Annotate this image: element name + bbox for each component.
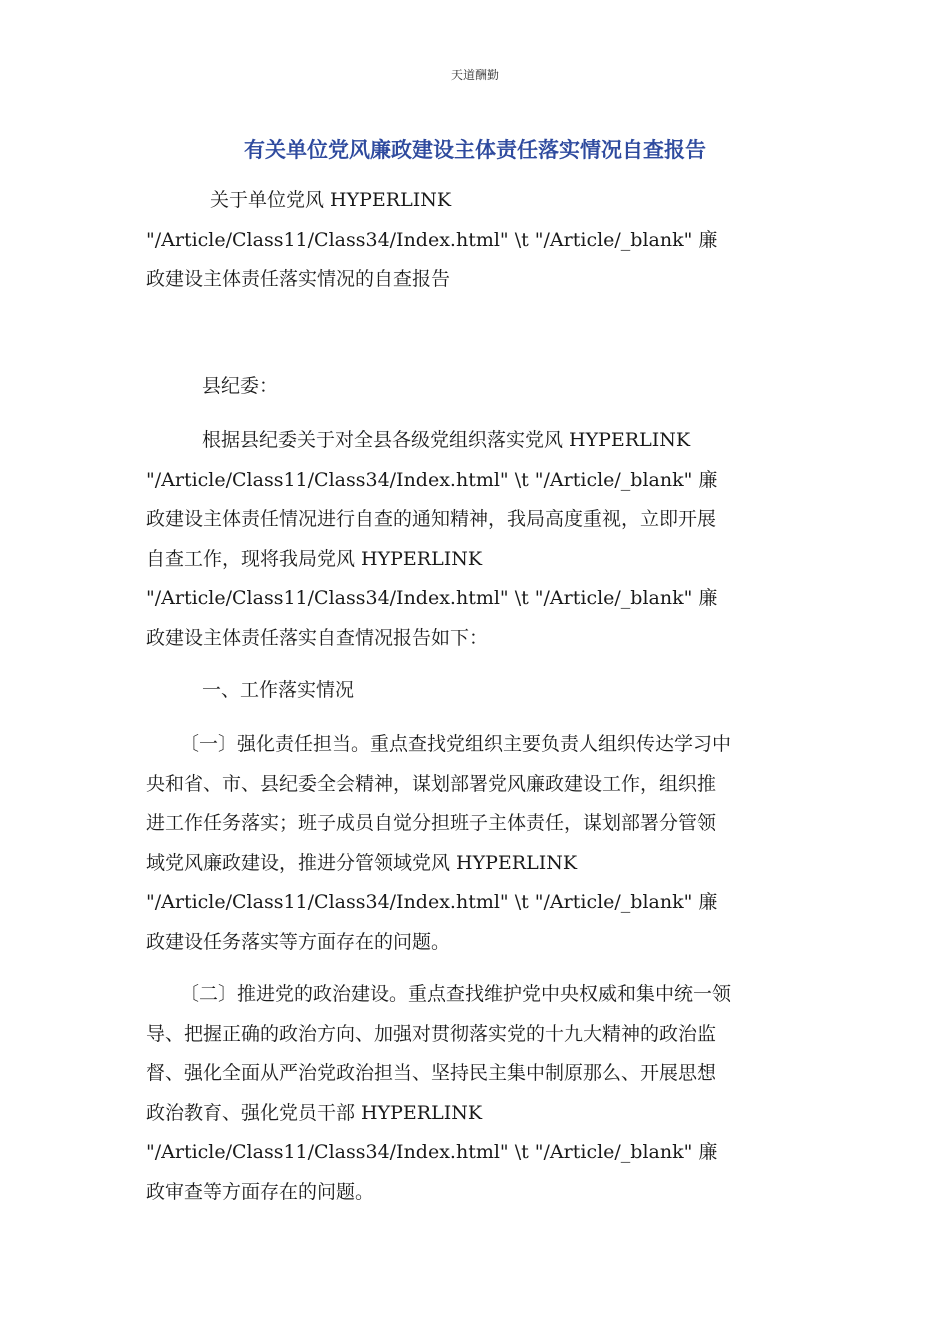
paragraph-line: 域党风廉政建设，推进分管领域党风 HYPERLINK xyxy=(146,851,578,874)
paragraph-line: 根据县纪委关于对全县各级党组织落实党风 HYPERLINK xyxy=(202,429,691,451)
salutation-block xyxy=(146,367,806,407)
paragraph-line: 〔一〕强化责任担当。重点查找党组织主要负责人组织传达学习中 xyxy=(180,733,732,755)
paragraph-line: "/Article/Class11/Class34/Index.html" \t "/Article/_blank" 廉 xyxy=(146,468,718,491)
paragraph-line: 政建设主体责任落实自查情况报告如下： xyxy=(146,626,489,649)
paragraph-line: "/Article/Class11/Class34/Index.html" \t "/Article/_blank" 廉 xyxy=(146,587,718,609)
paragraph-line: 政治教育、强化党员干部 HYPERLINK xyxy=(146,1101,483,1124)
subtitle-block xyxy=(146,181,806,300)
intro-paragraph xyxy=(146,421,806,658)
paragraph-line: 政审查等方面存在的问题。 xyxy=(146,1180,375,1203)
section-heading-block xyxy=(146,671,806,711)
paragraph-line: 政建设任务落实等方面存在的问题。 xyxy=(146,930,451,953)
paragraph-line: 进工作任务落实；班子成员自觉分担班子主体责任，谋划部署分管领 xyxy=(146,812,717,834)
paragraph-line: 〔二〕推进党的政治建设。重点查找维护党中央权威和集中统一领 xyxy=(180,983,732,1005)
paragraph-line: 政建设主体责任情况进行自查的通知精神，我局高度重视，立即开展 xyxy=(146,508,717,530)
paragraph-line: "/Article/Class11/Class34/Index.html" \t "/Article/_blank" 廉 xyxy=(146,1141,718,1163)
paragraph-line: 央和省、市、县纪委全会精神，谋划部署党风廉政建设工作，组织推 xyxy=(146,772,717,795)
paragraph-line: "/Article/Class11/Class34/Index.html" \t "/Article/_blank" 廉 xyxy=(146,891,718,913)
document-title: 有关单位党风廉政建设主体责任落实情况自查报告 xyxy=(244,138,706,162)
paragraph-line: 督、强化全面从严治党政治担当、坚持民主集中制原那么、开展思想 xyxy=(146,1062,717,1084)
salutation: 县纪委： xyxy=(202,375,279,397)
paragraph-line: 导、把握正确的政治方向、加强对贯彻落实党的十九大精神的政治监 xyxy=(146,1022,717,1045)
item-1-paragraph xyxy=(146,725,806,962)
section-heading: 一、工作落实情况 xyxy=(202,679,355,701)
page-header: 天道酬勤 xyxy=(450,68,499,82)
paragraph-line: 自查工作，现将我局党风 HYPERLINK xyxy=(146,547,483,570)
subtitle-line: "/Article/Class11/Class34/Index.html" \t "/Article/_blank" 廉 xyxy=(146,228,718,251)
subtitle-line: 关于单位党风 HYPERLINK xyxy=(210,189,452,211)
item-2-paragraph xyxy=(146,975,806,1212)
subtitle-line: 政建设主体责任落实情况的自查报告 xyxy=(146,268,451,290)
